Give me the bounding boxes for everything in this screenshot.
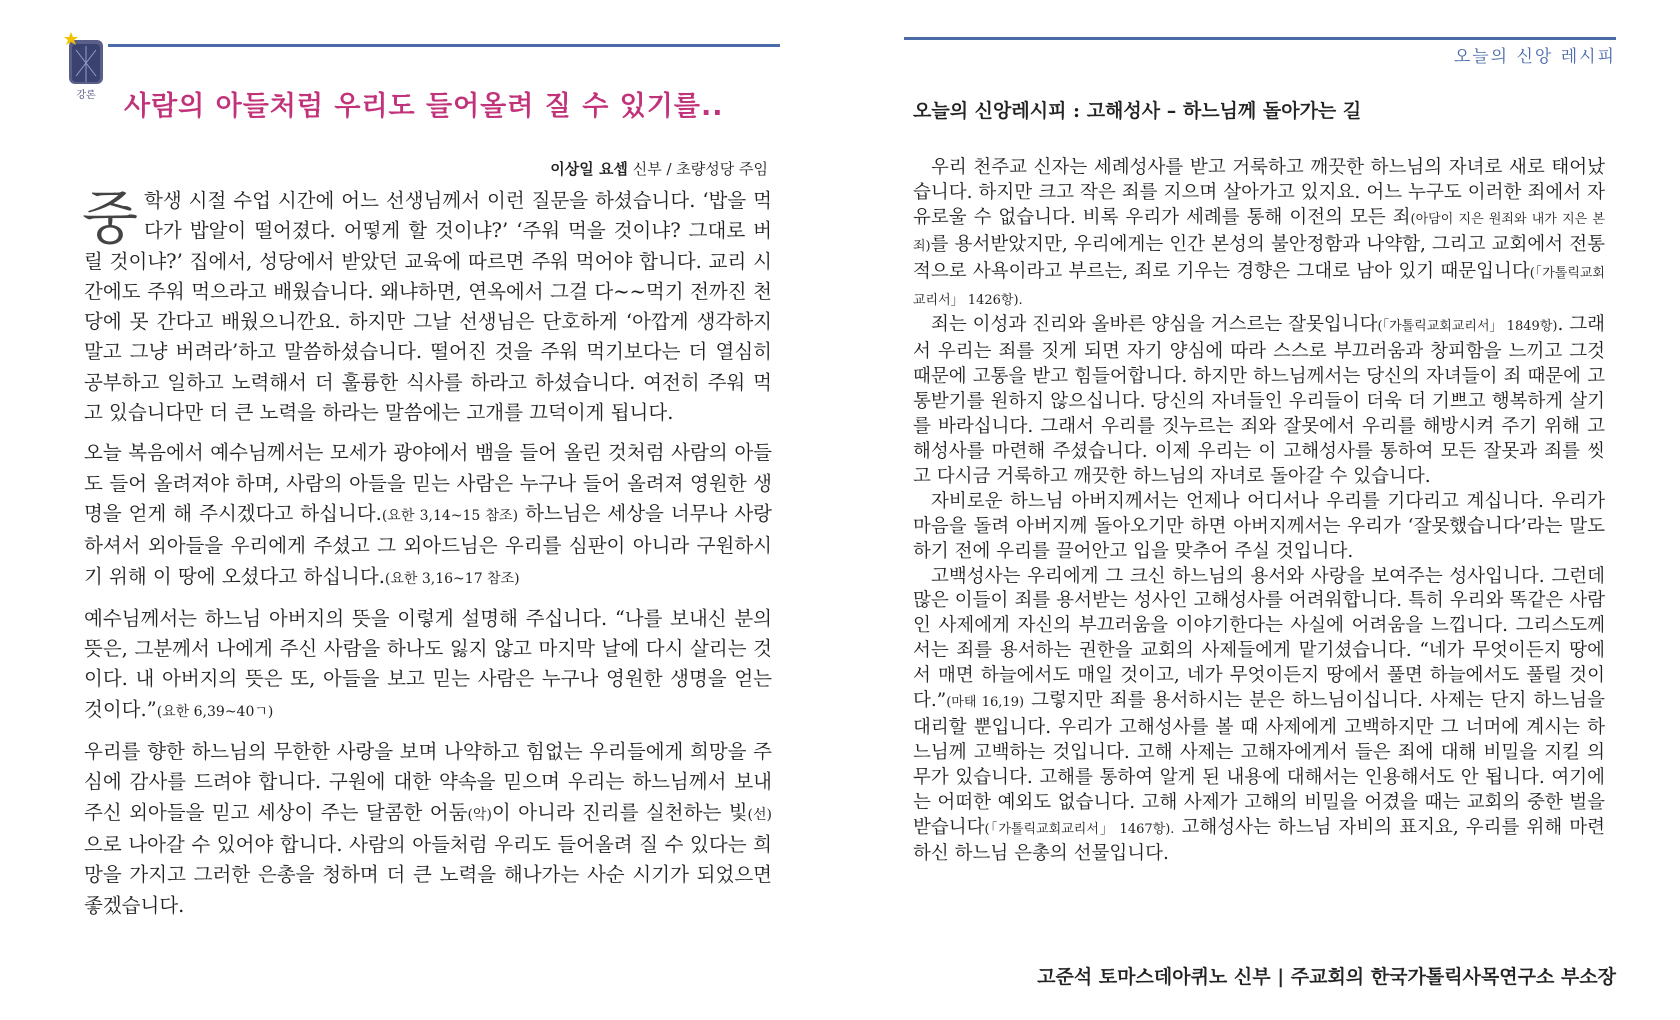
recipe-body: [913, 156, 1605, 867]
paragraph: 우리를 향한 하느님의 무한한 사랑을 보며 나약하고 힘없는 우리들에게 희망을 주심에 감사를 드려야 합니다. 구원에 대한 약속을 믿으며 우리는 하느님께서 보내주신 외아들을 믿고 세상이 주는 달콤한 어둠(악)이 아니라 진리를 실천하는 빛(선)으로 나아갈 수 있어야 합니다. 사람의 아들처럼 우리도 들어올려 질 수 있다는 희망을 가지고 그러한 은총을 청하며 더 큰 노력을 해나가는 사순 시기가 되었으면 좋겠습니다.: [84, 740, 772, 917]
author-signature: 고준석 토마스데아퀴노 신부 | 주교회의 한국가톨릭사목연구소 부소장: [1037, 966, 1616, 988]
svg-text:강론: 강론: [76, 90, 96, 101]
star-logo-icon: [64, 30, 110, 104]
paragraph: 오늘 복음에서 예수님께서는 모세가 광야에서 뱀을 들어 올린 것처럼 사람의 아들도 들어 올려져야 하며, 사람의 아들을 믿는 사람은 누구나 들어 올려져 영원한 생명을 얻게 해 주시겠다고 하십니다.(요한 3,14~15 참조) 하느님은 세상을 너무나 사랑하셔서 외아들을 우리에게 주셨고 그 외아드님은 우리를 심판이 아니라 구원하시기 위해 이 땅에 오셨다고 하십니다.(요한 3,16~17 참조): [84, 441, 773, 588]
catechism-reference: (「가톨릭교회교리서」 1849항): [1377, 319, 1558, 335]
paragraph: 고백성사는 우리에게 그 크신 하느님의 용서와 사랑을 보여주는 성사입니다. 그런데 많은 이들이 죄를 용서받는 성사인 고해성사를 어려워합니다. 특히 우리와 똑같은 사람인 사제에게 자신의 부끄러움을 이야기한다는 사실에 어려움을 느낍니다. 그리스도께서는 죄를 용서하는 권한을 교회의 사제들에게 맡기셨습니다. “네가 무엇이든지 땅에서 매면 하늘에서도 매일 것이고, 네가 무엇이든지 땅에서 풀면 하늘에서도 풀릴 것이다.”(마태 16,19) 그렇지만 죄를 용서하시는 분은 하느님이십니다. 사제는 단지 하느님을 대리할 뿐입니다. 우리가 고해성사를 볼 때 사제에게 고백하지만 그 너머에 계시는 하느님께 고백하는 것입니다. 고해 사제는 고해자에게서 들은 죄에 대해 비밀을 지킬 의무가 있습니다. 고해를 통하여 알게 된 내용에 대해서는 인용해서도 안 됩니다. 여기에는 어떠한 예외도 없습니다. 고해 사제가 고해의 비밀을 어겼을 때는 교회의 중한 벌을 받습니다(「가톨릭교회교리서」 1467항). 고해성사는 하느님 자비의 표지요, 우리를 위해 마련하신 하느님 은총의 선물입니다.: [913, 565, 1606, 865]
author-name: 이상일 요셉: [550, 160, 628, 178]
paragraph: 중학생 시절 수업 시간에 어느 선생님께서 이런 질문을 하셨습니다. ‘밥을 먹다가 밥알이 떨어졌다. 어떻게 할 것이냐?’ ‘주워 먹을 것이냐? 그대로 버릴 것이냐?’ 집에서, 성당에서 받았던 교육에 따르면 주워 먹어야 합니다. 교리 시간에도 주워 먹으라고 배웠습니다. 왜냐하면, 연옥에서 그걸 다~~먹기 전까진 천당에 못 간다고 배웠으니깐요. 하지만 그날 선생님은 단호하게 ‘아깝게 생각하지 말고 그냥 버려라’하고 말씀하셨습니다. 떨어진 것을 주워 먹기보다는 더 열심히 공부하고 일하고 노력해서 더 훌륭한 식사를 하라고 하셨습니다. 여전히 주워 먹고 있습니다만 더 큰 노력을 하라는 말씀에는 고개를 끄덕이게 됩니다.: [82, 184, 772, 425]
article-title: 오늘의 신앙레시피 : 고해성사 – 하느님께 돌아가는 길: [913, 100, 1362, 122]
byline: [550, 158, 768, 179]
scripture-reference: (요한 3,16~17 참조): [384, 570, 520, 587]
author-role: 신부 / 초량성당 주임: [632, 160, 768, 178]
scripture-reference: (마태 16,19): [946, 695, 1025, 711]
drop-cap: 중: [82, 184, 139, 252]
scripture-reference: (요한 6,39~40ㄱ): [156, 703, 274, 720]
homily-body: [84, 186, 772, 931]
scripture-reference: (요한 3,14~15 참조): [381, 507, 519, 524]
header-rule: [108, 44, 780, 47]
page-title: 사람의 아들처럼 우리도 들어올려 질 수 있기를..: [124, 91, 724, 122]
paragraph: 예수님께서는 하느님 아버지의 뜻을 이렇게 설명해 주십니다. “나를 보내신 분의 뜻은, 그분께서 나에게 주신 사람을 하나도 잃지 않고 마지막 날에 다시 살리는 것이다. 내 아버지의 뜻은 또, 아들을 보고 믿는 사람은 누구나 영원한 생명을 얻는 것이다.”(요한 6,39~40ㄱ): [84, 606, 772, 721]
paragraph: 우리 천주교 신자는 세례성사를 받고 거룩하고 깨끗한 하느님의 자녀로 새로 태어났습니다. 하지만 크고 작은 죄를 지으며 살아가고 있지요. 어느 누구도 이러한 죄에서 자유로울 수 없습니다. 비록 우리가 세례를 통해 이전의 모든 죄(아담이 지은 원죄와 내가 지은 본죄)를 용서받았지만, 우리에게는 인간 본성의 불안정함과 나약함, 그리고 교회에서 전통적으로 사욕이라고 부르는, 죄로 기우는 경향은 그대로 남아 있기 때문입니다(「가톨릭교회교리서」 1426항).: [913, 157, 1605, 308]
paragraph: 자비로운 하느님 아버지께서는 언제나 어디서나 우리를 기다리고 계십니다. 우리가 마음을 돌려 아버지께 돌아오기만 하면 아버지께서는 우리가 ‘잘못했습니다’라는 말도 하기 전에 우리를 끌어안고 입을 맞추어 주실 것입니다.: [913, 490, 1605, 562]
header-rule: [904, 37, 1616, 40]
section-label: 오늘의 신앙 레시피: [1453, 47, 1616, 67]
right-page: [840, 0, 1680, 1020]
paragraph: 죄는 이성과 진리와 올바른 양심을 거스르는 잘못입니다(「가톨릭교회교리서」 1849항). 그래서 우리는 죄를 짓게 되면 자기 양심에 따라 스스로 부끄러움과 창피함을 느끼고 그것 때문에 고통을 받고 힘들어합니다. 하지만 하느님께서는 당신의 자녀들이 죄 때문에 고통받기를 원하지 않으십니다. 당신의 자녀들인 우리들이 더욱 더 기쁘고 행복하게 살기를 바라십니다. 그래서 우리를 짓누르는 죄와 잘못에서 우리를 해방시켜 주기 위해 고해성사를 마련해 주셨습니다. 이제 우리는 이 고해성사를 통하여 모든 잘못과 죄를 씻고 다시금 거룩하고 깨끗한 하느님의 자녀로 돌아갈 수 있습니다.: [913, 314, 1605, 487]
catechism-reference: (「가톨릭교회교리서」 1467항).: [984, 821, 1175, 837]
catechism-reference: (「가톨릭교회교리서」 1426항).: [913, 265, 1605, 308]
